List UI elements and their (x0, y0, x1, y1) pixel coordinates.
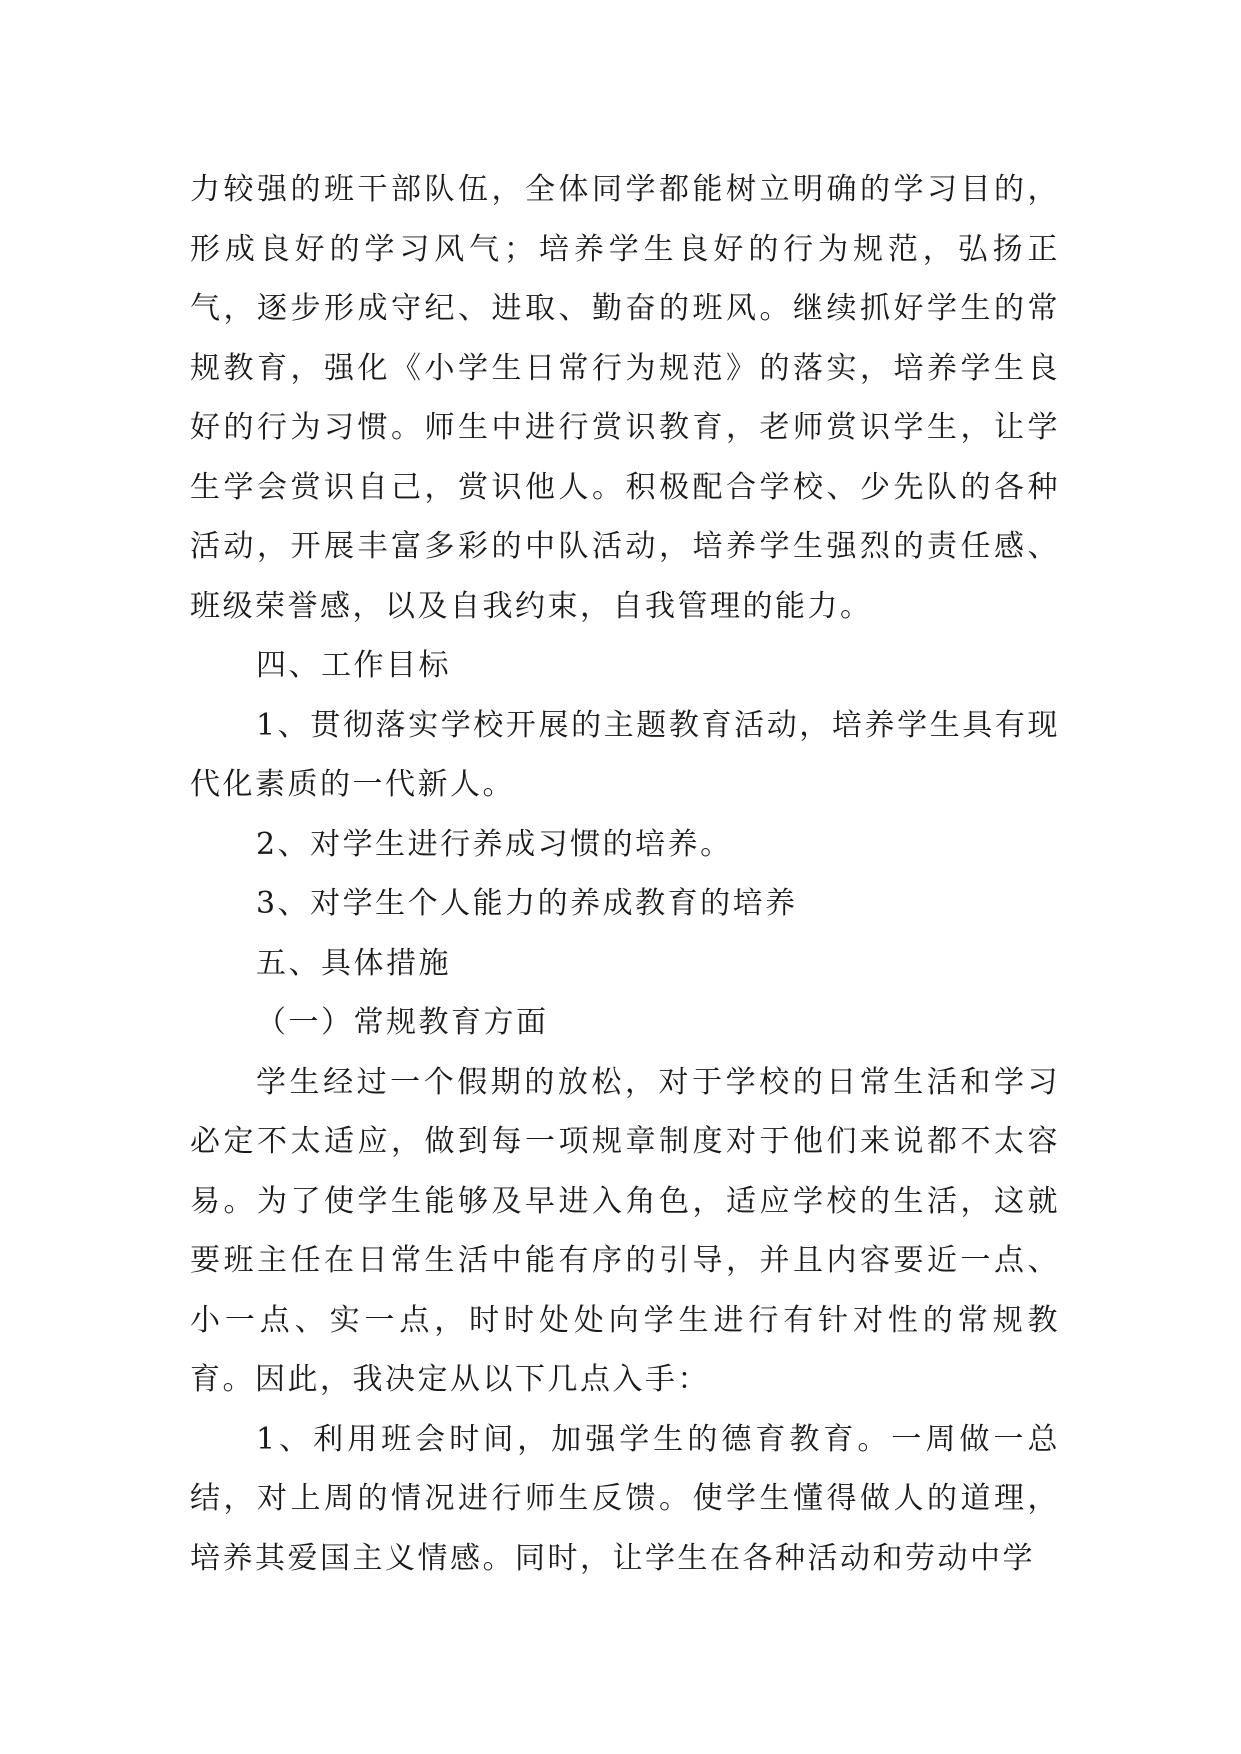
subheading-routine-education: （一）常规教育方面 (256, 1005, 549, 1040)
heading-work-goals: 四、工作目标 (256, 648, 451, 683)
paragraph-class-style-goals: 力较强的班干部队伍，全体同学都能树立明确的学习目的，形成良好的学习风气；培养学生良好的行为规范，弘扬正气，逐步形成守纪、进取、勤奋的班风。继续抓好学生的常规教育，强化《小学生日常行为规范》的落实，培养学生良好的行为习惯。师生中进行赏识教育，老师赏识学生，让学生学会赏识自己，赏识他人。积极配合学校、少先队的各种活动，开展丰富多彩的中队活动，培养学生强烈的责任感、班级荣誉感，以及自我约束，自我管理的能力。 (190, 172, 1060, 624)
document-body (190, 160, 1060, 1588)
goal-item-2: 2、对学生进行养成习惯的培养。 (256, 826, 733, 862)
goal-item-1: 1、贯彻落实学校开展的主题教育活动，培养学生具有现代化素质的一代新人。 (190, 707, 1060, 802)
paragraph-routine-education: 学生经过一个假期的放松，对于学校的日常生活和学习必定不太适应，做到每一项规章制度对于他们来说都不太容易。为了使学生能够及早进入角色，适应学校的生活，这就要班主任在日常生活中能有序的引导，并且内容要近一点、小一点、实一点，时时处处向学生进行有针对性的常规教育。因此，我决定从以下几点入手： (190, 1064, 1060, 1397)
heading-specific-measures: 五、具体措施 (256, 945, 451, 981)
goal-item-3: 3、对学生个人能力的养成教育的培养 (256, 886, 798, 921)
measure-item-1: 1、利用班会时间，加强学生的德育教育。一周做一总结，对上周的情况进行师生反馈。使学生懂得做人的道理，培养其爱国主义情感。同时，让学生在各种活动和劳动中学 (190, 1421, 1060, 1576)
